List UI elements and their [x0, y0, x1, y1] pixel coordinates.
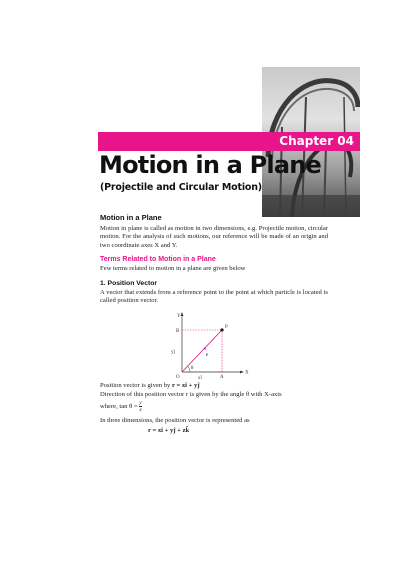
fraction-denominator: x — [139, 406, 142, 413]
position-vector-heading: 1. Position Vector — [100, 279, 158, 287]
y-axis-label: Y — [177, 314, 181, 320]
tan-prefix: where, tan θ = — [100, 402, 140, 410]
three-d-intro: In three dimensions, the position vector is represented as — [100, 416, 250, 424]
content — [100, 213, 328, 435]
vector-label: r — [206, 353, 209, 359]
x-axis-label: X — [245, 370, 249, 376]
fraction-numerator: y — [139, 399, 142, 406]
section-heading: Motion in a Plane — [100, 213, 162, 222]
point-p-label: P — [225, 325, 228, 331]
section-intro: Motion in plane is called as motion in two dimensions, e.g. Projectile motion, circular motion. For the analysis of such motions, our reference will be made of an origin and two coordinate axes X and Y. — [100, 225, 328, 249]
position-vector-definition: A vector that extends from a reference point to the point at which particle is located is called position vector. — [100, 288, 328, 305]
x-component-label: xî — [198, 376, 202, 381]
angle-arc — [188, 367, 190, 373]
x-axis-arrow — [240, 371, 244, 374]
y-axis-arrow — [181, 312, 184, 316]
position-vector-formula-line — [100, 382, 328, 391]
page-subtitle: (Projectile and Circular Motion) — [100, 182, 262, 193]
point-b-label: B — [176, 329, 180, 335]
chapter-band — [98, 132, 360, 151]
formula-prefix: Position vector is given by — [100, 382, 172, 390]
point-a-label: A — [220, 375, 224, 381]
formula-2d: r = xî + yĵ — [171, 382, 200, 390]
terms-intro: Few terms related to motion in a plane are given below — [100, 265, 246, 273]
point-p — [220, 329, 223, 332]
position-vector-line — [182, 331, 221, 372]
tan-fraction — [139, 400, 141, 413]
formula-3d: r = xî + yĵ + zk̂ — [148, 427, 190, 435]
angle-label: θ — [191, 366, 194, 372]
direction-line: Direction of this position vector r is given by the angle θ with X-axis — [100, 391, 282, 399]
tan-line — [100, 400, 328, 413]
position-vector-diagram — [168, 310, 250, 380]
y-component-label: yĵ — [171, 350, 175, 356]
origin-label: O — [176, 375, 180, 381]
page-title: Motion in a Plane — [99, 151, 321, 179]
terms-heading: Terms Related to Motion in a Plane — [100, 256, 216, 264]
chapter-label: Chapter 04 — [279, 134, 354, 148]
